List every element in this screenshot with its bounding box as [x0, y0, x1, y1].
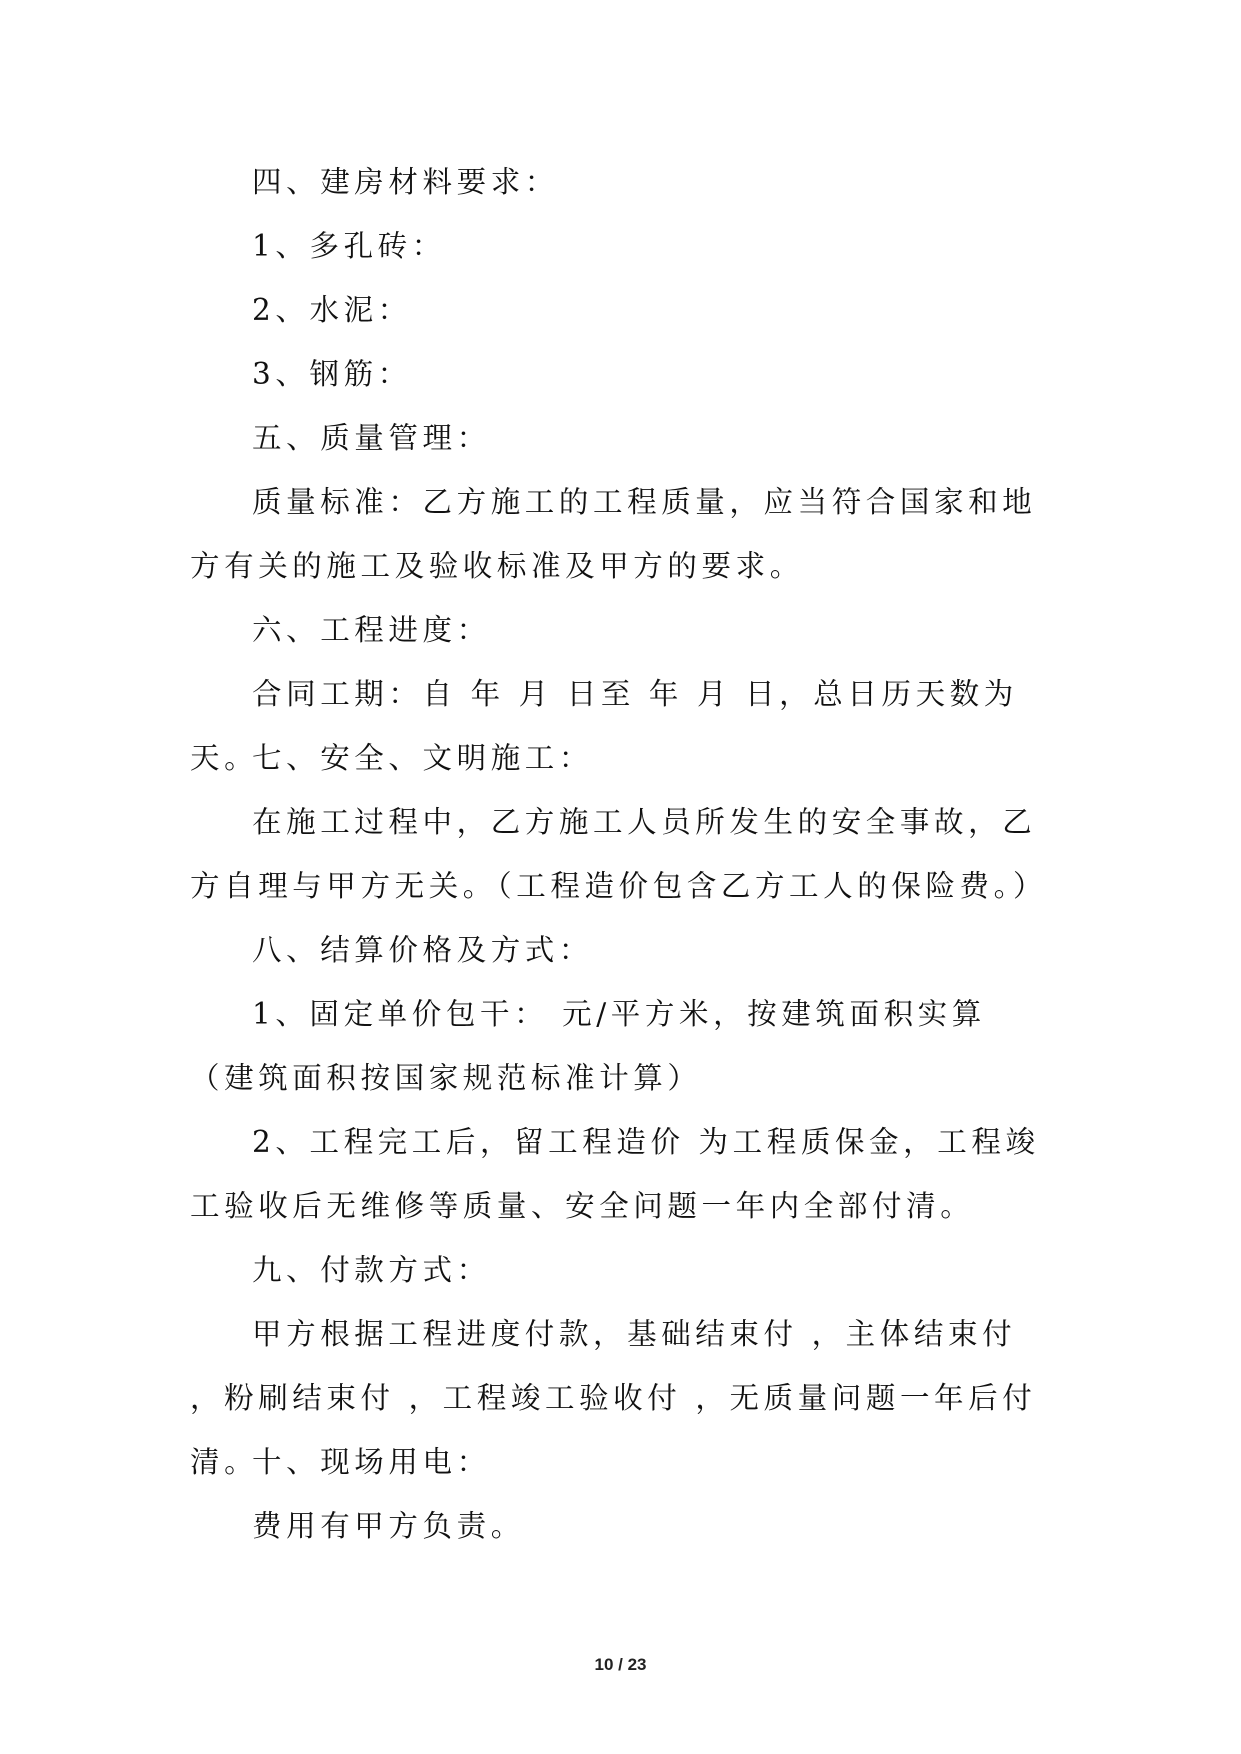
paragraph-quality-standard: 质量标准：乙方施工的工程质量，应当符合国家和地方有关的施工及验收标准及甲方的要求。	[190, 485, 1037, 583]
paragraph-contract-period: 合同工期：自 年 月 日至 年 月 日，总日历天数为 天。	[190, 677, 1018, 775]
page-number: 10 / 23	[594, 1655, 647, 1674]
paragraph-payment: 甲方根据工程进度付款，基础结束付 ，主体结束付 ，粉刷结束付 ，工程竣工验收付 ，无质量问题一年后付清。	[190, 1317, 1037, 1479]
list-item-unit-price: 1、固定单价包干： 元/平方米，按建筑面积实算（建筑面积按国家规范标准计算）	[190, 997, 986, 1095]
section-heading-settlement: 八、结算价格及方式：	[252, 933, 594, 967]
list-item-cement: 2、水泥：	[252, 293, 412, 327]
section-heading-payment: 九、付款方式：	[252, 1253, 491, 1287]
section-heading-progress: 六、工程进度：	[252, 613, 491, 647]
paragraph-electricity: 费用有甲方负责。	[252, 1509, 525, 1543]
list-item-bricks: 1、多孔砖：	[252, 229, 446, 263]
section-heading-safety: 七、安全、文明施工：	[252, 741, 594, 775]
list-item-rebar: 3、钢筋：	[252, 357, 412, 391]
list-item-warranty: 2、工程完工后，留工程造价 为工程质保金，工程竣工验收后无维修等质量、安全问题一年内全部付清。	[190, 1125, 1040, 1223]
paragraph-safety: 在施工过程中，乙方施工人员所发生的安全事故，乙方自理与甲方无关。（工程造价包含乙方工人的保险费。）	[190, 805, 1048, 903]
section-heading-materials: 四、建房材料要求：	[252, 165, 559, 199]
section-heading-quality: 五、质量管理：	[252, 421, 491, 455]
section-heading-electricity: 十、现场用电：	[252, 1445, 491, 1479]
